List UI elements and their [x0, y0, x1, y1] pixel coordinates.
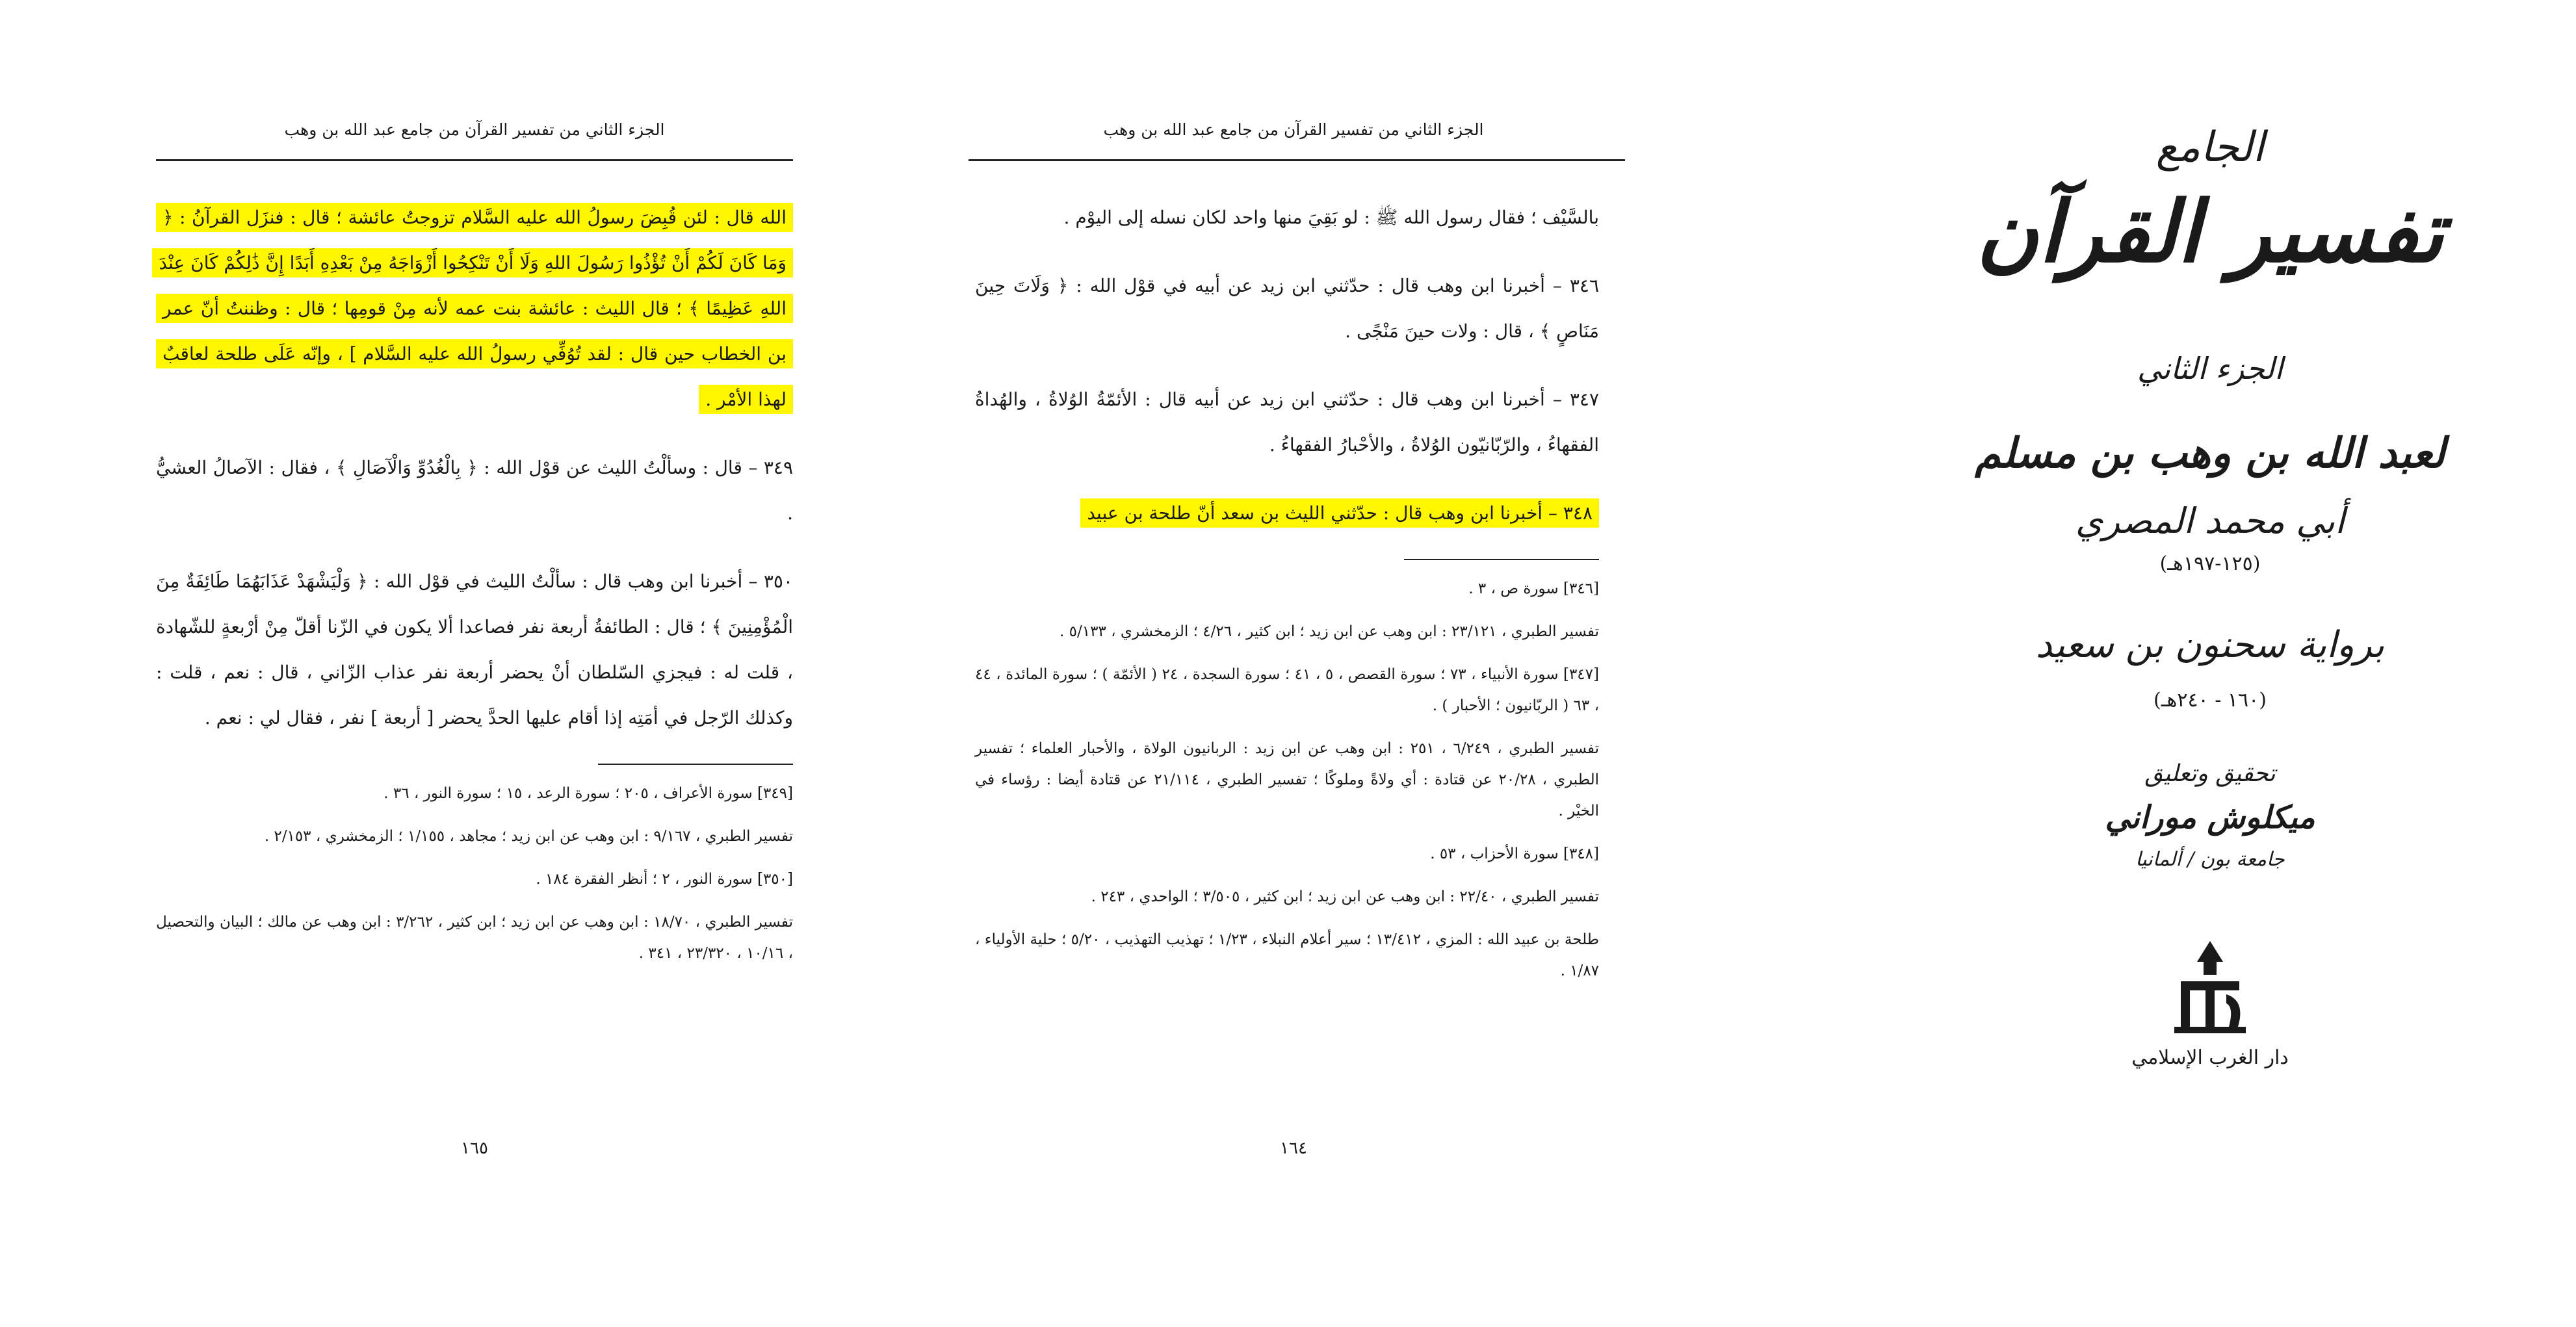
- paragraph-347: ٣٤٧ – أخبرنا ابن وهب قال : حدّثني ابن زيد عن أبيه قال : الأئمّةُ الوُلاةُ ، والهُداةُ الفقهاءُ ، والرّبّانيّون الوُلاةُ ، والأحْبارُ الفقهاءُ .: [975, 389, 1599, 456]
- footnote: تفسير الطبري ، ١٨/٧٠ : ابن وهب عن ابن زيد ؛ ابن كثير ، ٣/٢٦٢ : ابن وهب عن مالك ؛ البيان والتحصيل ، ١٠/١٦ ، ٢٣/٣٢٠ ، ٣٤١ .: [156, 914, 793, 962]
- publisher-logo-icon: [1885, 936, 2535, 1042]
- cover-kunya: أبي محمد المصري: [2075, 500, 2345, 541]
- paragraph-348: [975, 491, 1599, 536]
- paragraph-349: ٣٤٩ – قال : وسألْتُ الليث عن قوْل الله : ﴿ بِالْغُدُوِّ وَالْآصَالِ ﴾ ، فقال : الآصالُ العشيُّ .: [156, 457, 793, 524]
- page-number: ١٦٥: [461, 1139, 488, 1158]
- paragraph-350: ٣٥٠ – أخبرنا ابن وهب قال : سألْتُ الليث في قوْل الله : ﴿ وَلْيَشْهَدْ عَذَابَهُمَا طَائِفَةٌ مِنَ الْمُؤْمِنِينَ ﴾ ؛ قال : الطائفةُ أربعة نفر فصاعدا ألا يكون في الزّنا أقلّ مِنْ أرْبعةٍ للشّهادة ، قلت له : فيجزي السّلطان أنْ يحضر أربعة نفر عذاب الزّاني ، قال : نعم ، قلت : وكذلك الرّجل في أمَتِه إذا أقام عليها الحدَّ يحضر [ أربعة ] نفر ، فقال لي : نعم .: [156, 571, 793, 728]
- cover-volume: الجزء الثاني: [2137, 351, 2283, 386]
- page-165: [130, 0, 819, 1327]
- cover-author: لعبد الله بن وهب بن مسلم: [1975, 429, 2445, 478]
- footnote: تفسير الطبري ، ٢٢/٤٠ : ابن وهب عن ابن زيد ؛ ابن كثير ، ٣/٥٠٥ ؛ الواحدي ، ٢٤٣ .: [1091, 888, 1599, 905]
- paragraph-continuation: بالسَّيْف ؛ فقال رسول الله ﷺ : لو بَقِيَ منها واحد لكان نسله إلى اليوْم .: [1063, 207, 1599, 228]
- cover-publisher: دار الغرب الإسلامي: [2131, 1046, 2289, 1069]
- running-head: الجزء الثاني من تفسير القرآن من جامع عبد الله بن وهب: [1103, 120, 1484, 139]
- paragraph-346: ٣٤٦ – أخبرنا ابن وهب قال : حدّثني ابن زيد عن أبيه في قوْل الله : ﴿ وَلَاتَ حِينَ مَنَاصٍ ﴾ ، قال : ولات حينَ مَنْجًى .: [975, 275, 1600, 342]
- footnotes: [156, 778, 793, 969]
- highlight: ٣٤٨ – أخبرنا ابن وهب قال : حدّثني الليث بن سعد أنّ طلحة بن عبيد: [1080, 498, 1599, 528]
- cover-al-jami: الجامع: [2155, 123, 2265, 172]
- footnote: تفسير الطبري ، ٢٣/١٢١ : ابن وهب عن ابن زيد ؛ ابن كثير ، ٤/٢٦ ؛ الزمخشري ، ٥/١٣٣ .: [1059, 623, 1599, 640]
- footnote: [٣٤٦] سورة ص ، ٣ .: [1468, 580, 1599, 597]
- footnote-rule: [1404, 559, 1599, 560]
- cover-editor: ميكلوش موراني: [2105, 799, 2315, 836]
- cover-riwaya: برواية سحنون بن سعيد: [2035, 624, 2385, 666]
- highlighted-paragraph: [156, 195, 793, 422]
- page-164: [962, 0, 1625, 1327]
- highlight: الله قال : لئن قُبِضَ رسولُ الله عليه السَّلام تزوجتُ عائشة ؛ قال : فنزَل القرآنُ : ﴿ وَمَا كَانَ لَكُمْ أَنْ تُؤْذُوا رَسُولَ اللهِ وَلَا أَنْ تَنْكِحُوا أَزْوَاجَهُ مِنْ بَعْدِهِ أَبَدًا إِنَّ ذَٰلِكُمْ كَانَ عِنْدَ اللهِ عَظِيمًا ﴾ ؛ قال الليث : عائشة بنت عمه لأنه مِنْ قومِها ؛ قال : وظننتُ أنّ عمر بن الخطاب حين قال : لقد تُوُفِّي رسولُ الله عليه السَّلام ] ، وإنّه عَلَى طلحة لعاقبٌ لهذا الأمْر .: [152, 203, 793, 414]
- footnotes: [975, 573, 1599, 986]
- cover-tahqiq: تحقيق وتعليق: [2144, 760, 2276, 787]
- cover-author-dates: (١٢٥-١٩٧هـ): [2159, 552, 2261, 575]
- footnote: تفسير الطبري ، ٦/٢٤٩ ، ٢٥١ : ابن وهب عن ابن زيد : الربانيون الولاة ، والأحبار العلماء ؛ تفسير الطبري ، ٢٠/٢٨ عن قتادة : أي ولاةً وملوكًا ؛ تفسير الطبري ، ٢١/١١٤ عن قتادة أيضا : رؤساء في الخيْر .: [975, 740, 1599, 819]
- footnote: [٣٤٩] سورة الأعراف ، ٢٠٥ ؛ سورة الرعد ، ١٥ ؛ سورة النور ، ٣٦ .: [384, 785, 793, 802]
- page-body: [156, 195, 793, 981]
- cover-title: تفسير القرآن: [1976, 182, 2444, 281]
- footnote: [٣٤٧] سورة الأنبياء ، ٧٣ ؛ سورة القصص ، ٥ ، ٤١ ؛ سورة السجدة ، ٢٤ ( الأئمّة ) ؛ سورة المائدة ، ٤٤ ، ٦٣ ( الربّانيون ؛ الأحبار ) .: [975, 666, 1599, 714]
- footnote: [٣٤٨] سورة الأحزاب ، ٥٣ .: [1430, 845, 1599, 862]
- running-head: الجزء الثاني من تفسير القرآن من جامع عبد الله بن وهب: [284, 120, 665, 139]
- footnote-rule: [598, 764, 793, 765]
- footnote: [٣٥٠] سورة النور ، ٢ ؛ أنظر الفقرة ١٨٤ .: [536, 871, 793, 888]
- cover-riwaya-dates: (١٦٠ - ٢٤٠هـ): [2153, 689, 2267, 712]
- header-rule: [156, 159, 793, 161]
- footnote: تفسير الطبري ، ٩/١٦٧ : ابن وهب عن ابن زيد ؛ مجاهد ، ١/١٥٥ ؛ الزمخشري ، ٢/١٥٣ .: [264, 828, 793, 845]
- cover-university: جامعة بون / ألمانيا: [2135, 848, 2285, 871]
- title-page: [1885, 0, 2535, 1327]
- page-body: [975, 195, 1599, 998]
- page-number: ١٦٤: [1280, 1139, 1307, 1158]
- footnote: طلحة بن عبيد الله : المزي ، ١٣/٤١٢ ؛ سير أعلام النبلاء ، ١/٢٣ ؛ تهذيب التهذيب ، ٥/٢٠ ؛ حلية الأولياء ، ١/٨٧ .: [975, 931, 1600, 979]
- header-rule: [969, 159, 1625, 161]
